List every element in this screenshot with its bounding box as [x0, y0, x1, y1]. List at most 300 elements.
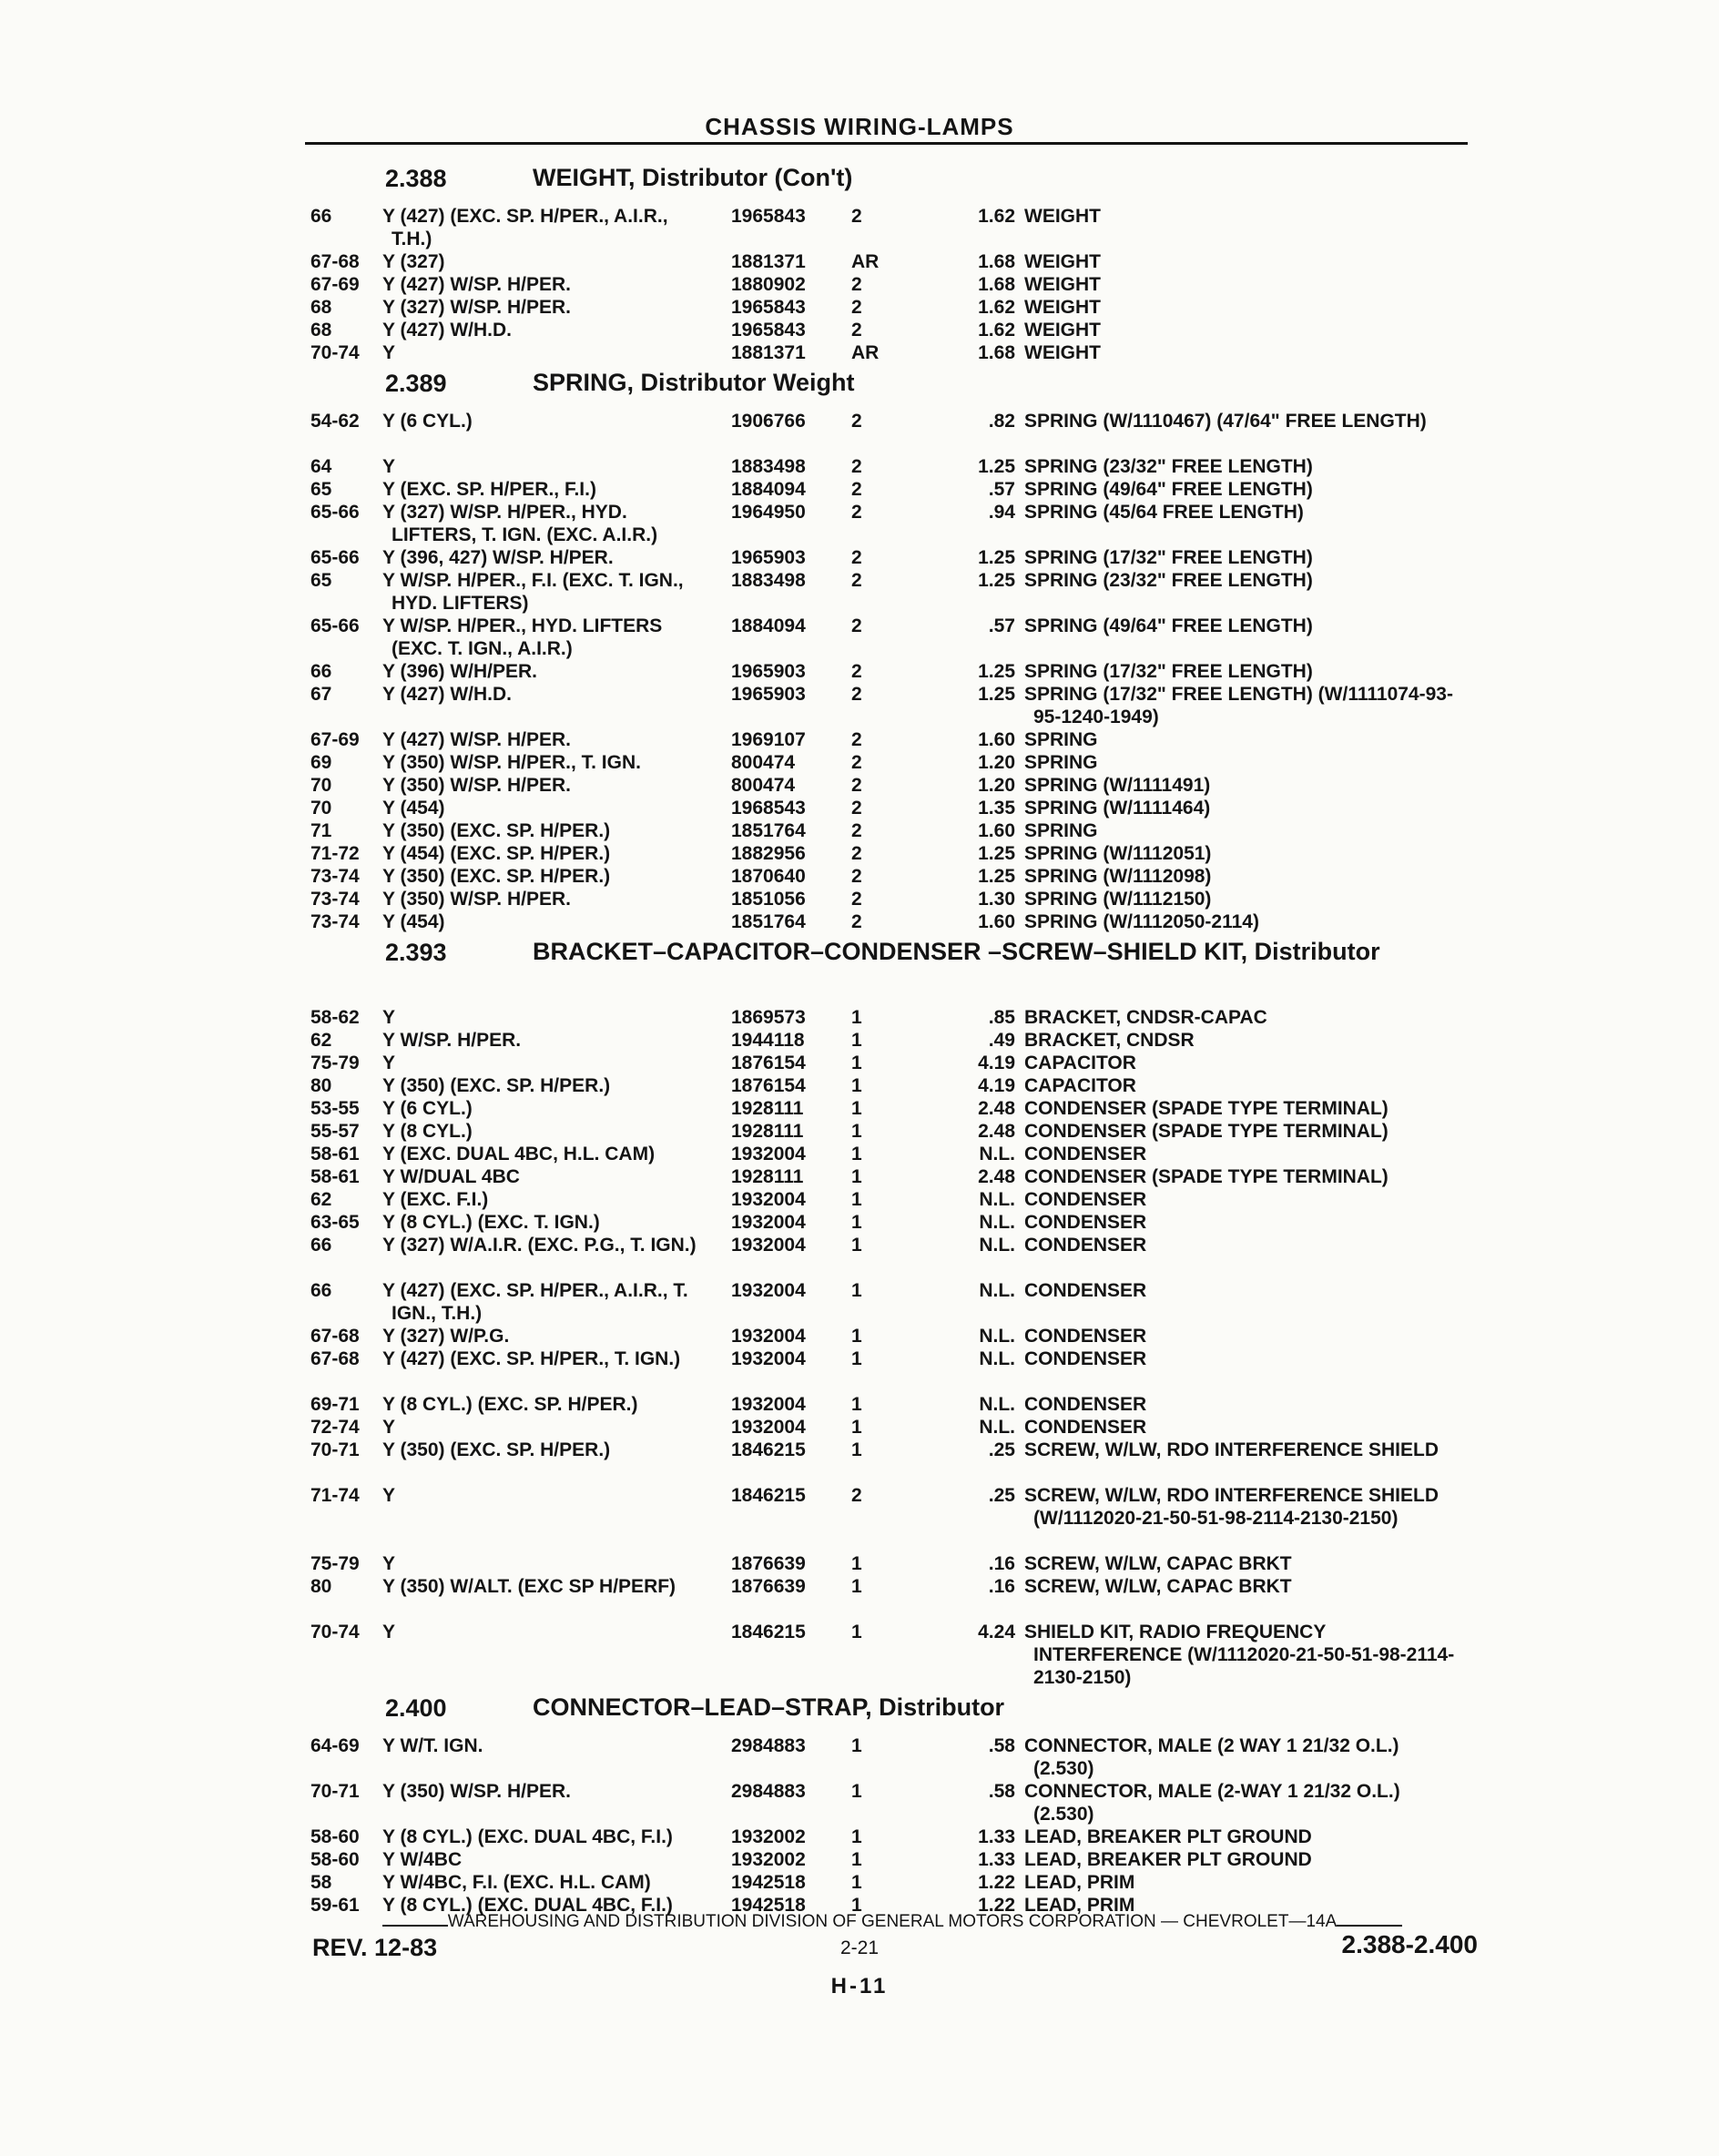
part-number: 1969107: [731, 729, 806, 750]
description: SPRING (49/64" FREE LENGTH): [1024, 615, 1313, 636]
part-row: [305, 1211, 1480, 1234]
model-year: 64: [310, 456, 332, 477]
price: .25: [988, 1485, 1015, 1506]
footer-rule-left: [382, 1925, 448, 1927]
quantity: 2: [851, 615, 862, 636]
quantity: 2: [851, 206, 862, 227]
application: Y (427) W/H.D.: [382, 320, 512, 341]
part-number: 1851764: [731, 820, 806, 841]
part-number: 1965843: [731, 297, 806, 318]
price: N.L.: [979, 1394, 1015, 1415]
description: CONDENSER (SPADE TYPE TERMINAL): [1024, 1166, 1388, 1187]
model-year: 65-66: [310, 502, 360, 523]
application: Y (427) (EXC. SP. H/PER., A.I.R., T. IGN., T.H.): [382, 1280, 688, 1324]
application: Y W/SP. H/PER.: [382, 1030, 522, 1051]
part-number: 1932004: [731, 1144, 806, 1164]
quantity: 1: [851, 1189, 862, 1210]
part-number: 1964950: [731, 502, 806, 523]
quantity: 1: [851, 1348, 862, 1369]
part-row: [305, 319, 1480, 341]
quantity: 1: [851, 1212, 862, 1233]
description: CONDENSER: [1024, 1212, 1147, 1233]
description: WEIGHT: [1024, 274, 1101, 295]
part-row: [305, 273, 1480, 296]
application: Y (427) W/SP. H/PER.: [382, 729, 571, 750]
application: Y (350) (EXC. SP. H/PER.): [382, 1075, 611, 1096]
part-row: [305, 819, 1480, 842]
price: .58: [988, 1735, 1015, 1756]
quantity: 1: [851, 1235, 862, 1256]
description: SPRING (23/32" FREE LENGTH): [1024, 570, 1313, 591]
price: 1.68: [978, 251, 1015, 272]
model-year: 71-74: [310, 1485, 360, 1506]
price: .57: [988, 479, 1015, 500]
part-number: 1884094: [731, 615, 806, 636]
quantity: 2: [851, 479, 862, 500]
part-row: [305, 1621, 1480, 1689]
model-year: 64-69: [310, 1735, 360, 1756]
model-year: 59-61: [310, 1895, 360, 1916]
price: 4.19: [978, 1053, 1015, 1073]
price: 1.62: [978, 206, 1015, 227]
model-year: 54-62: [310, 411, 360, 432]
part-number: 2984883: [731, 1735, 806, 1756]
section-title: CONNECTOR–LEAD–STRAP, Distributor: [533, 1693, 1005, 1721]
price: .16: [988, 1576, 1015, 1597]
part-row: [305, 683, 1480, 728]
quantity: 2: [851, 297, 862, 318]
part-row: [305, 1348, 1480, 1393]
price: 1.25: [978, 866, 1015, 887]
part-number: 1932002: [731, 1826, 806, 1847]
model-year: 66: [310, 206, 332, 227]
quantity: 1: [851, 1439, 862, 1460]
application: Y: [382, 1007, 396, 1028]
part-row: [305, 615, 1480, 660]
part-number: 1906766: [731, 411, 806, 432]
price: 1.25: [978, 684, 1015, 705]
application: Y: [382, 1053, 396, 1073]
application: Y: [382, 1622, 396, 1642]
application: Y (350) W/SP. H/PER., T. IGN.: [382, 752, 641, 773]
price: 1.68: [978, 342, 1015, 363]
price: .49: [988, 1030, 1015, 1051]
part-number: 1876639: [731, 1576, 806, 1597]
part-row: [305, 1097, 1480, 1120]
model-year: 69: [310, 752, 332, 773]
model-year: 67-68: [310, 251, 360, 272]
model-year: 71: [310, 820, 332, 841]
part-number: 1965843: [731, 206, 806, 227]
price: N.L.: [979, 1348, 1015, 1369]
quantity: 2: [851, 729, 862, 750]
description: CONDENSER: [1024, 1280, 1147, 1301]
quantity: 2: [851, 843, 862, 864]
part-number: 1876154: [731, 1075, 806, 1096]
quantity: 2: [851, 684, 862, 705]
part-row: [305, 1552, 1480, 1575]
quantity: 1: [851, 1394, 862, 1415]
model-year: 71-72: [310, 843, 360, 864]
model-year: 80: [310, 1075, 332, 1096]
part-row: [305, 501, 1480, 546]
application: Y (427) (EXC. SP. H/PER., T. IGN.): [382, 1348, 681, 1369]
part-number: 1942518: [731, 1872, 806, 1893]
description: WEIGHT: [1024, 342, 1101, 363]
part-number: 1932002: [731, 1849, 806, 1870]
application: Y (427) W/H.D.: [382, 684, 512, 705]
quantity: 2: [851, 1485, 862, 1506]
quantity: 1: [851, 1007, 862, 1028]
description: CAPACITOR: [1024, 1053, 1136, 1073]
price: 1.20: [978, 752, 1015, 773]
price: N.L.: [979, 1212, 1015, 1233]
application: Y: [382, 456, 396, 477]
application: Y W/4BC: [382, 1849, 463, 1870]
part-number: 1928111: [731, 1166, 804, 1187]
description: BRACKET, CNDSR: [1024, 1030, 1195, 1051]
price: 1.60: [978, 729, 1015, 750]
part-row: [305, 546, 1480, 569]
part-number: 1965903: [731, 661, 806, 682]
application: Y (350) W/ALT. (EXC SP H/PERF): [382, 1576, 676, 1597]
price: 1.25: [978, 456, 1015, 477]
quantity: 1: [851, 1053, 862, 1073]
model-year: 67: [310, 684, 332, 705]
description: SPRING (W/1112098): [1024, 866, 1212, 887]
model-year: 58-60: [310, 1849, 360, 1870]
application: Y (327) W/SP. H/PER., HYD. LIFTERS, T. IGN. (EXC. A.I.R.): [382, 502, 658, 545]
description: SPRING (W/1110467) (47/64" FREE LENGTH): [1024, 411, 1427, 432]
price: .57: [988, 615, 1015, 636]
price: 1.33: [978, 1849, 1015, 1870]
application: Y (8 CYL.) (EXC. DUAL 4BC, F.I.): [382, 1826, 673, 1847]
model-year: 70-74: [310, 342, 360, 363]
application: Y: [382, 1553, 396, 1574]
description: SPRING (W/1111464): [1024, 798, 1211, 819]
quantity: 1: [851, 1781, 862, 1802]
model-year: 75-79: [310, 1053, 360, 1073]
model-year: 70-74: [310, 1622, 360, 1642]
quantity: 2: [851, 820, 862, 841]
model-year: 58-62: [310, 1007, 360, 1028]
part-row: [305, 1029, 1480, 1052]
quantity: 1: [851, 1098, 862, 1119]
price: 1.62: [978, 320, 1015, 341]
model-year: 75-79: [310, 1553, 360, 1574]
part-row: [305, 1188, 1480, 1211]
price: 1.60: [978, 911, 1015, 932]
part-number: 1882956: [731, 843, 806, 864]
quantity: 1: [851, 1030, 862, 1051]
application: Y (8 CYL.): [382, 1121, 473, 1142]
description: SPRING (17/32" FREE LENGTH) (W/1111074-93-95-1240-1949): [1024, 684, 1453, 727]
description: SPRING (17/32" FREE LENGTH): [1024, 547, 1313, 568]
description: SCREW, W/LW, CAPAC BRKT: [1024, 1576, 1292, 1597]
price: .16: [988, 1553, 1015, 1574]
part-number: 1869573: [731, 1007, 806, 1028]
application: Y (454) (EXC. SP. H/PER.): [382, 843, 611, 864]
model-year: 58-61: [310, 1144, 360, 1164]
part-number: 1846215: [731, 1485, 806, 1506]
section-number: 2.389: [385, 370, 447, 397]
part-row: [305, 1165, 1480, 1188]
quantity: 2: [851, 911, 862, 932]
quantity: 1: [851, 1826, 862, 1847]
part-number: 1932004: [731, 1212, 806, 1233]
model-year: 80: [310, 1576, 332, 1597]
model-year: 65-66: [310, 615, 360, 636]
price: N.L.: [979, 1235, 1015, 1256]
part-number: 1846215: [731, 1439, 806, 1460]
price: 1.68: [978, 274, 1015, 295]
part-number: 1876154: [731, 1053, 806, 1073]
part-row: [305, 1416, 1480, 1439]
price: .85: [988, 1007, 1015, 1028]
part-number: 1932004: [731, 1235, 806, 1256]
description: SPRING (49/64" FREE LENGTH): [1024, 479, 1313, 500]
section-title: WEIGHT, Distributor (Con't): [533, 164, 853, 191]
description: SPRING (W/1111491): [1024, 775, 1211, 796]
description: CONDENSER (SPADE TYPE TERMINAL): [1024, 1098, 1388, 1119]
part-row: [305, 774, 1480, 797]
model-year: 67-69: [310, 729, 360, 750]
price: N.L.: [979, 1326, 1015, 1347]
description: LEAD, BREAKER PLT GROUND: [1024, 1826, 1312, 1847]
application: Y W/4BC, F.I. (EXC. H.L. CAM): [382, 1872, 651, 1893]
part-number: 1932004: [731, 1189, 806, 1210]
quantity: 1: [851, 1849, 862, 1870]
model-year: 62: [310, 1030, 332, 1051]
quantity: 2: [851, 570, 862, 591]
description: CONDENSER: [1024, 1394, 1147, 1415]
price: N.L.: [979, 1417, 1015, 1438]
description: SPRING: [1024, 729, 1098, 750]
description: SCREW, W/LW, CAPAC BRKT: [1024, 1553, 1292, 1574]
application: Y (350) (EXC. SP. H/PER.): [382, 820, 611, 841]
part-row: [305, 1439, 1480, 1484]
part-number: 1851764: [731, 911, 806, 932]
quantity: 2: [851, 661, 862, 682]
part-row: [305, 296, 1480, 319]
description: SPRING (23/32" FREE LENGTH): [1024, 456, 1313, 477]
price: 1.30: [978, 889, 1015, 910]
part-number: 1846215: [731, 1622, 806, 1642]
part-row: [305, 1780, 1480, 1825]
part-row: [305, 660, 1480, 683]
application: Y (427) (EXC. SP. H/PER., A.I.R., T.H.): [382, 206, 668, 249]
application: Y: [382, 1485, 396, 1506]
part-number: 2984883: [731, 1781, 806, 1802]
quantity: 1: [851, 1280, 862, 1301]
application: Y (8 CYL.) (EXC. DUAL 4BC, F.I.): [382, 1895, 673, 1916]
application: Y W/SP. H/PER., F.I. (EXC. T. IGN., HYD. LIFTERS): [382, 570, 684, 614]
part-number: 1883498: [731, 570, 806, 591]
quantity: 1: [851, 1166, 862, 1187]
price: 1.33: [978, 1826, 1015, 1847]
description: SPRING (17/32" FREE LENGTH): [1024, 661, 1313, 682]
description: BRACKET, CNDSR-CAPAC: [1024, 1007, 1267, 1028]
part-row: [305, 478, 1480, 501]
quantity: 1: [851, 1576, 862, 1597]
part-number: 1932004: [731, 1417, 806, 1438]
revision-label: REV. 12-83: [312, 1934, 438, 1961]
description: WEIGHT: [1024, 320, 1101, 341]
price: 1.25: [978, 661, 1015, 682]
quantity: 1: [851, 1622, 862, 1642]
part-number: 1932004: [731, 1348, 806, 1369]
quantity: 1: [851, 1121, 862, 1142]
price: 4.24: [978, 1622, 1015, 1642]
price: N.L.: [979, 1189, 1015, 1210]
quantity: 2: [851, 274, 862, 295]
section-number: 2.388: [385, 165, 447, 192]
part-row: [305, 1052, 1480, 1074]
price: 1.22: [978, 1895, 1015, 1916]
price: 1.25: [978, 570, 1015, 591]
application: Y (327) W/P.G.: [382, 1326, 510, 1347]
application: Y (327) W/SP. H/PER.: [382, 297, 571, 318]
part-row: [305, 865, 1480, 888]
quantity: 2: [851, 866, 862, 887]
quantity: 2: [851, 798, 862, 819]
price: 1.25: [978, 547, 1015, 568]
model-year: 73-74: [310, 911, 360, 932]
quantity: 1: [851, 1417, 862, 1438]
part-row: [305, 1143, 1480, 1165]
quantity: 2: [851, 775, 862, 796]
application: Y W/SP. H/PER., HYD. LIFTERS (EXC. T. IGN., A.I.R.): [382, 615, 663, 659]
model-year: 58-60: [310, 1826, 360, 1847]
quantity: 1: [851, 1553, 862, 1574]
part-number: 1883498: [731, 456, 806, 477]
application: Y (350) (EXC. SP. H/PER.): [382, 866, 611, 887]
model-year: 68: [310, 297, 332, 318]
quantity: 2: [851, 411, 862, 432]
part-row: [305, 1279, 1480, 1325]
price: 1.20: [978, 775, 1015, 796]
price: 1.62: [978, 297, 1015, 318]
description: WEIGHT: [1024, 206, 1101, 227]
section-range: 2.388-2.400: [1341, 1930, 1478, 1958]
model-year: 70-71: [310, 1781, 360, 1802]
application: Y (350) W/SP. H/PER.: [382, 1781, 571, 1802]
part-row: [305, 1484, 1480, 1552]
part-number: 1851056: [731, 889, 806, 910]
part-number: 800474: [731, 752, 796, 773]
price: 4.19: [978, 1075, 1015, 1096]
section-heading: [305, 159, 1480, 205]
description: CONNECTOR, MALE (2-WAY 1 21/32 O.L.) (2.530): [1024, 1781, 1400, 1825]
model-year: 66: [310, 1235, 332, 1256]
price: 1.60: [978, 820, 1015, 841]
price: N.L.: [979, 1280, 1015, 1301]
footer-rule-right: [1337, 1925, 1402, 1927]
part-number: 1932004: [731, 1394, 806, 1415]
page-title: CHASSIS WIRING-LAMPS: [705, 113, 1014, 140]
part-number: 1884094: [731, 479, 806, 500]
application: Y (350) W/SP. H/PER.: [382, 889, 571, 910]
part-row: [305, 1120, 1480, 1143]
application: Y (454): [382, 798, 445, 819]
model-year: 55-57: [310, 1121, 360, 1142]
description: CAPACITOR: [1024, 1075, 1136, 1096]
document-code: H-11: [830, 1974, 889, 1998]
section-heading: [305, 1689, 1480, 1734]
part-number: 1965843: [731, 320, 806, 341]
price: 2.48: [978, 1121, 1015, 1142]
quantity: 1: [851, 1075, 862, 1096]
part-row: [305, 1871, 1480, 1894]
price: .94: [988, 502, 1015, 523]
part-number: 1880902: [731, 274, 806, 295]
quantity: 1: [851, 1326, 862, 1347]
application: Y (350) (EXC. SP. H/PER.): [382, 1439, 611, 1460]
application: Y W/DUAL 4BC: [382, 1166, 520, 1187]
part-row: [305, 797, 1480, 819]
application: Y (EXC. DUAL 4BC, H.L. CAM): [382, 1144, 656, 1164]
description: CONDENSER: [1024, 1348, 1147, 1369]
model-year: 70: [310, 798, 332, 819]
price: .25: [988, 1439, 1015, 1460]
model-year: 65: [310, 479, 332, 500]
model-year: 73-74: [310, 889, 360, 910]
part-row: [305, 1575, 1480, 1621]
part-row: [305, 569, 1480, 615]
section-title: SPRING, Distributor Weight: [533, 369, 855, 396]
description: WEIGHT: [1024, 297, 1101, 318]
part-row: [305, 205, 1480, 250]
parts-catalog: [305, 159, 1480, 1917]
application: Y (454): [382, 911, 445, 932]
description: SPRING (45/64 FREE LENGTH): [1024, 502, 1304, 523]
footer-text: WAREHOUSING AND DISTRIBUTION DIVISION OF GENERAL MOTORS CORPORATION — CHEVROLET—14A: [447, 1912, 1338, 1931]
part-row: [305, 842, 1480, 865]
application: Y (350) W/SP. H/PER.: [382, 775, 571, 796]
application: Y (6 CYL.): [382, 411, 473, 432]
description: SPRING: [1024, 820, 1098, 841]
description: SPRING (W/1112050-2114): [1024, 911, 1259, 932]
quantity: 2: [851, 320, 862, 341]
description: CONDENSER: [1024, 1326, 1147, 1347]
part-row: [305, 1734, 1480, 1780]
application: Y (8 CYL.) (EXC. T. IGN.): [382, 1212, 600, 1233]
part-number: 1932004: [731, 1280, 806, 1301]
model-year: 67-68: [310, 1326, 360, 1347]
part-number: 1965903: [731, 684, 806, 705]
part-row: [305, 910, 1480, 933]
title-rule: [305, 142, 1468, 145]
quantity: 2: [851, 456, 862, 477]
price: 1.25: [978, 843, 1015, 864]
quantity: 1: [851, 1144, 862, 1164]
part-row: [305, 341, 1480, 364]
quantity: AR: [851, 342, 880, 363]
part-row: [305, 410, 1480, 455]
quantity: AR: [851, 251, 880, 272]
section-number: 2.400: [385, 1694, 447, 1722]
part-number: 1932004: [731, 1326, 806, 1347]
model-year: 63-65: [310, 1212, 360, 1233]
description: SPRING (W/1112150): [1024, 889, 1212, 910]
part-number: 1928111: [731, 1098, 804, 1119]
model-year: 58-61: [310, 1166, 360, 1187]
price: .58: [988, 1781, 1015, 1802]
application: Y (396) W/H/PER.: [382, 661, 537, 682]
price: 2.48: [978, 1166, 1015, 1187]
description: LEAD, PRIM: [1024, 1872, 1135, 1893]
model-year: 65-66: [310, 547, 360, 568]
